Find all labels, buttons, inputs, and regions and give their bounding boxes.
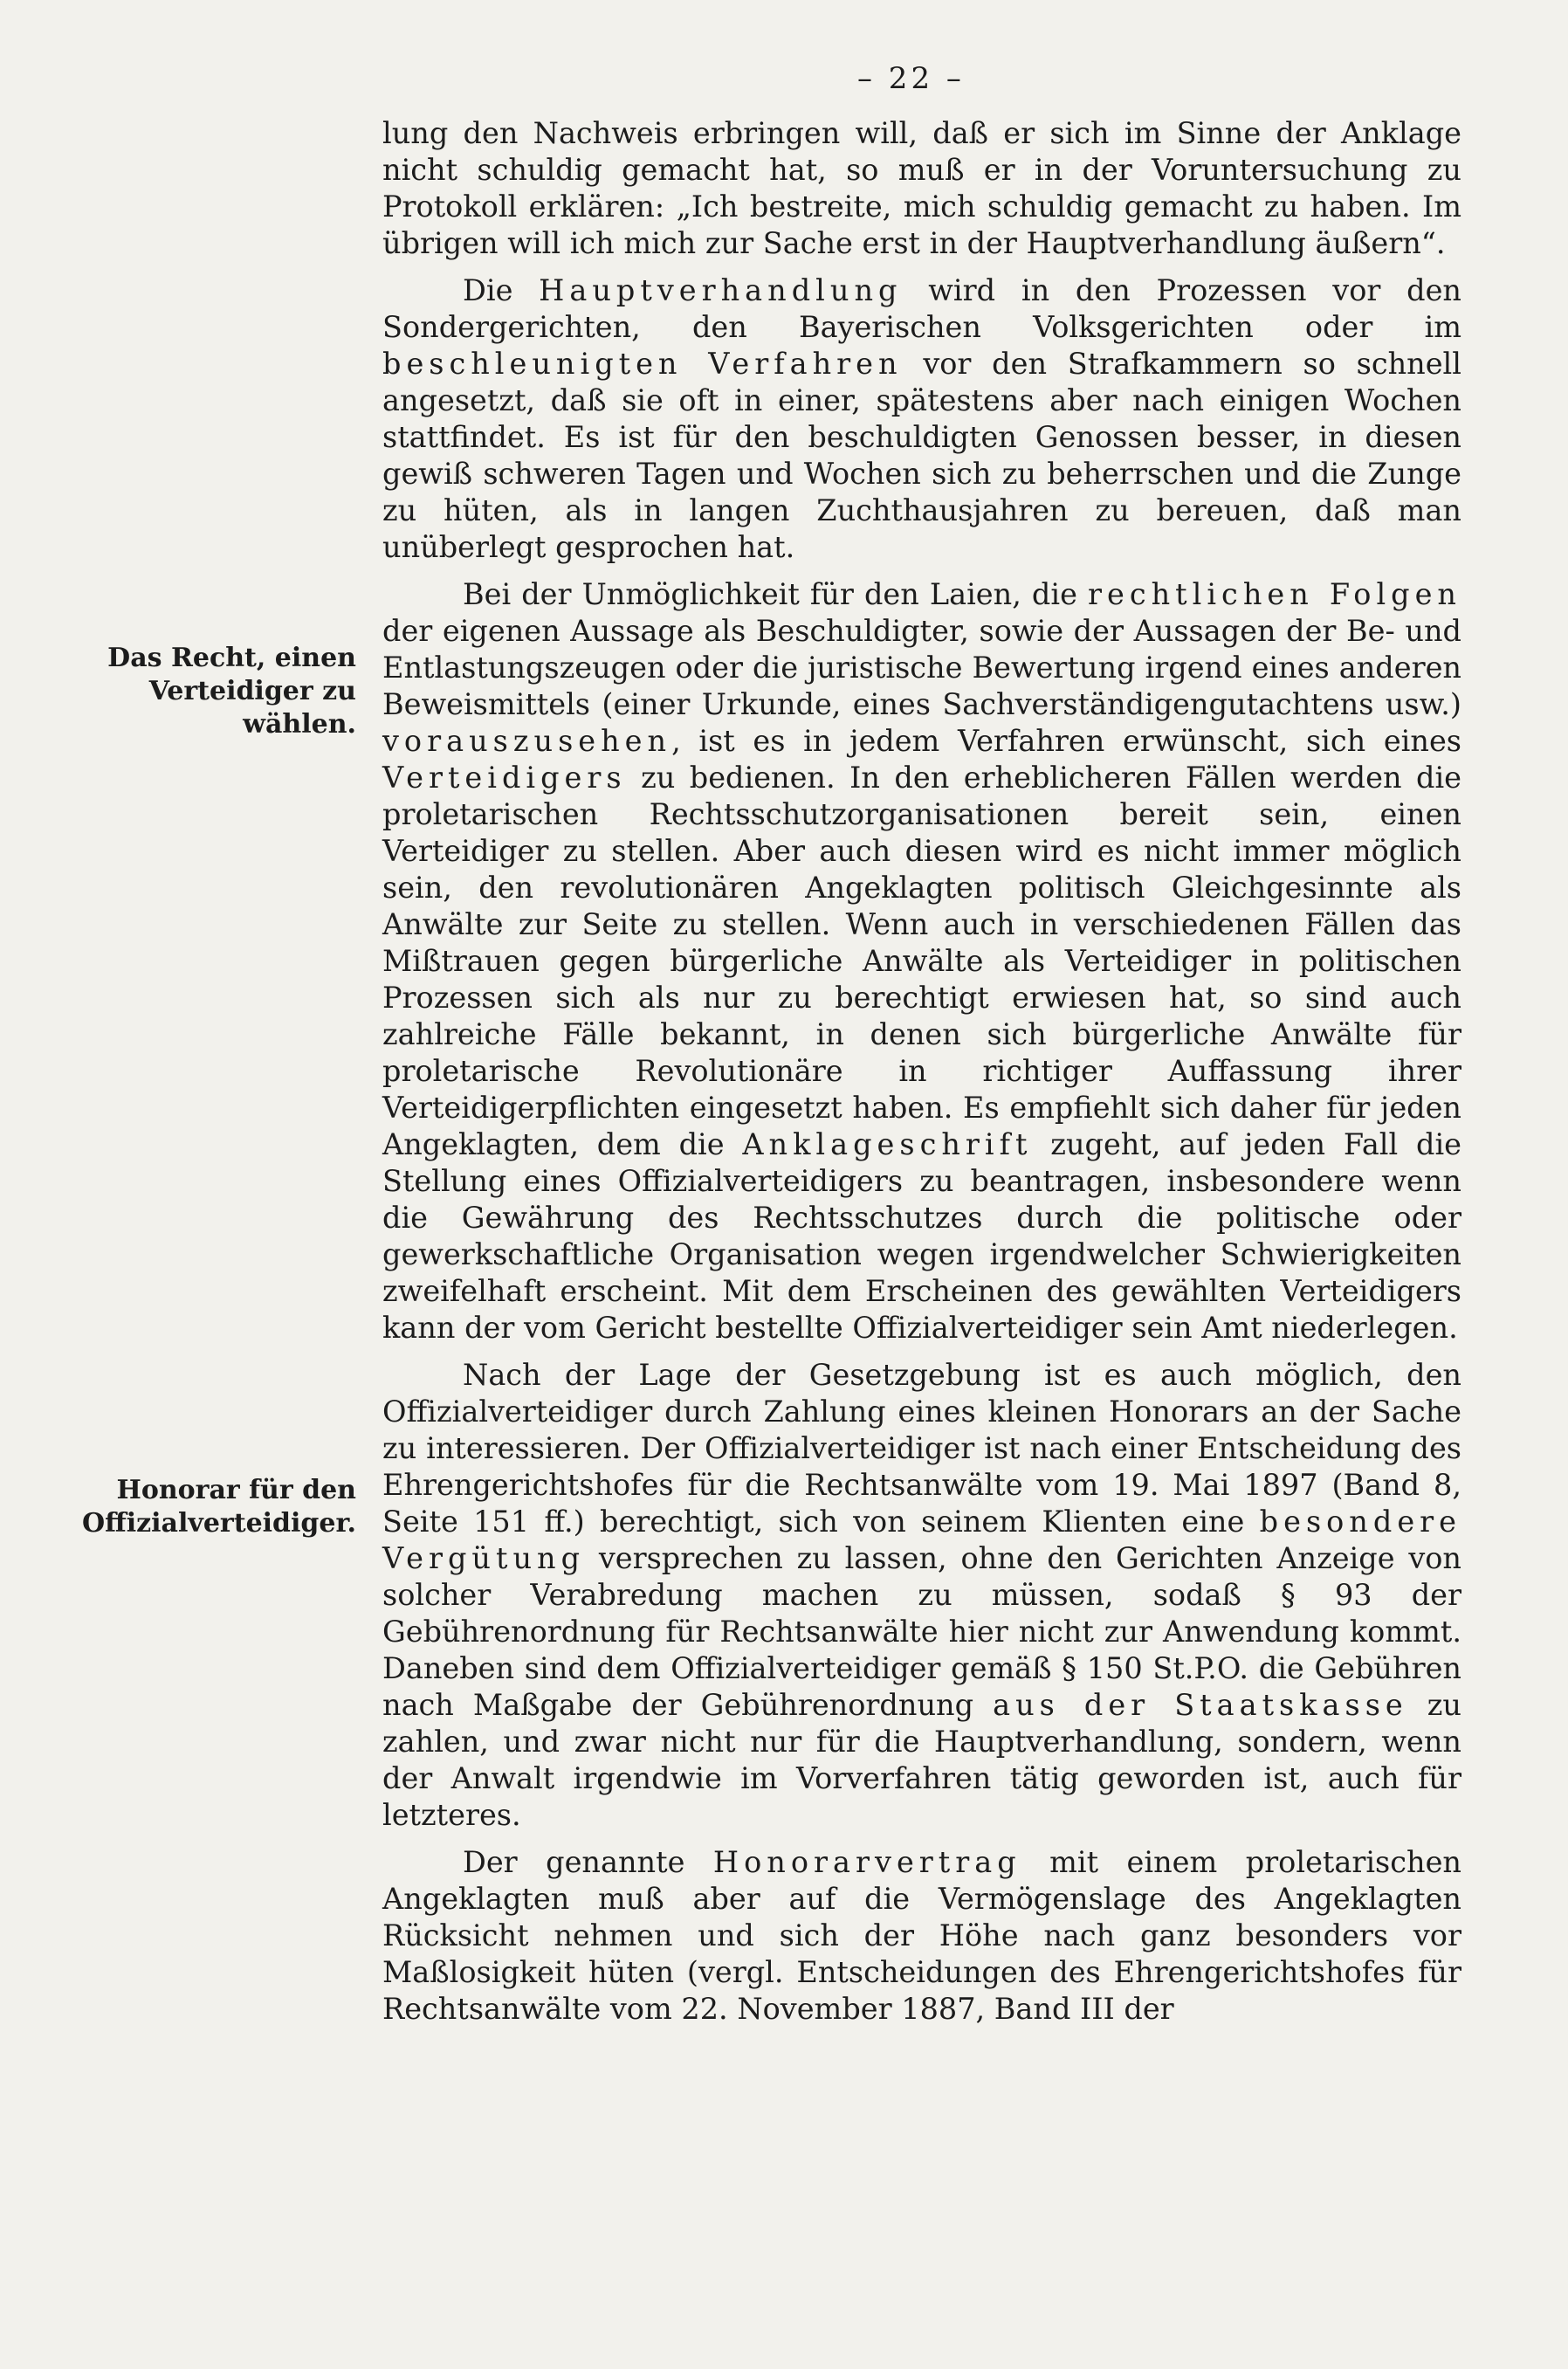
paragraph-3 [382,576,1461,1346]
paragraph-text: , ist es in jedem Verfahren erwünscht, sich eines [671,724,1461,758]
paragraph-text: wird in den Prozessen vor den Sondergerichten, den Bayerischen Volksgerichten oder im [382,273,1462,344]
paragraph-text: zu zahlen, und zwar nicht nur für die Hauptverhandlung, sondern, wenn der Anwalt irgendwie im Vorverfahren tätig geworden ist, auch für letzteres. [382,1688,1462,1832]
paragraph-1 [382,115,1461,262]
emphasis: Verteidigers [382,761,627,795]
paragraph-text: lung den Nachweis erbringen will, daß er sich im Sinne der Anklage nicht schuldig gemacht hat, so muß er in der Voruntersuchung zu Protokoll erklären: „Ich bestreite, mich schuldig gemacht zu haben. Im übrigen will ich mich zur Sache erst in der Hauptverhandlung äußern“. [382,116,1461,260]
emphasis: beschleunigten Verfahren [382,347,903,381]
paragraph-text: Der genannte [463,1845,713,1879]
paragraph-text: vor den Strafkammern so schnell angesetzt, daß sie oft in einer, spätestens aber nach einigen Wochen stattfindet. Es ist für den beschuldigten Genossen besser, in diesen gewiß schweren Tagen und Wochen sich zu beherrschen und die Zunge zu hüten, als in langen Zuchthausjahren zu bereuen, daß man unüberlegt gesprochen hat. [382,347,1461,564]
paragraph-text: zugeht, auf jeden Fall die Stellung eines Offizialverteidigers zu beantragen, insbesondere wenn die Gewährung des Rechtsschutzes durch die politische oder gewerkschaftliche Organisation wegen irgendwelcher Schwierigkeiten zweifelhaft erscheint. Mit dem Erscheinen des gewählten Verteidigers kann der vom Gericht bestellte Offizialverteidiger sein Amt niederlegen. [382,1127,1461,1345]
paragraph-text: der eigenen Aussage als Beschuldigter, sowie der Aussagen der Be- und Entlastungszeugen oder die juristische Bewertung irgend eines anderen Beweismittels (einer Urkunde, eines Sachverständigengutachtens usw.) [382,614,1461,721]
emphasis: Hauptverhandlung [539,273,903,307]
body-text [382,115,1461,2038]
paragraph-text: Nach der Lage der Gesetzgebung ist es auch möglich, den Offizialverteidiger durch Zahlung eines kleinen Honorars an der Sache zu interessieren. Der Offizialverteidiger ist nach einer Entscheidung des Ehrengerichtshofes für die Rechtsanwälte vom 19. Mai 1897 (Band 8, Seite 151 ff.) berechtigt, sich von seinem Klienten eine [382,1358,1461,1539]
emphasis: Honorarvertrag [712,1845,1021,1879]
paragraph-text: versprechen zu lassen, ohne den Gerichten Anzeige von solcher Verabredung machen zu müssen, sodaß § 93 der Gebührenordnung für Rechtsanwälte hier nicht zur Anwendung kommt. Daneben sind dem Offizialverteidiger gemäß § 150 St.P.O. die Gebühren nach Maßgabe der Gebührenordnung [382,1541,1461,1722]
paragraph-text: mit einem proletarischen Angeklagten muß aber auf die Vermögenslage des Angeklagten Rücksicht nehmen und sich der Höhe nach ganz besonders vor Maßlosigkeit hüten (vergl. Entscheidungen des Ehrengerichtshofes für Rechtsanwälte vom 22. November 1887, Band III der [382,1845,1461,2026]
emphasis: besondere Vergütung [382,1505,1461,1575]
margin-note-honorar: Honorar für den Offizialverteidiger. [81,1475,356,1539]
emphasis: Anklageschrift [742,1127,1033,1161]
paragraph-2 [382,272,1461,566]
emphasis: vorauszusehen [382,724,672,758]
paragraph-text: zu bedienen. In den erheblicheren Fällen werden die proletarischen Rechtsschutzorganisationen bereit sein, einen Verteidiger zu stellen. Aber auch diesen wird es nicht immer möglich sein, den revolutionären Angeklagten politisch Gleichgesinnte als Anwälte zur Seite zu stellen. Wenn auch in verschiedenen Fällen das Mißtrauen gegen bürgerliche Anwälte als Verteidiger in politischen Prozessen sich als nur zu berechtigt erwiesen hat, so sind auch zahlreiche Fälle bekannt, in denen sich bürgerliche Anwälte für proletarische Revolutionäre in richtiger Auffassung ihrer Verteidigerpflichten eingesetzt haben. Es empfiehlt sich daher für jeden Angeklagten, dem die [382,761,1461,1161]
margin-note-verteidiger: Das Recht, einen Verteidiger zu wählen. [107,643,356,740]
emphasis: rechtlichen Folgen [1087,577,1461,611]
paragraph-text: Die [463,273,540,307]
page-number: – 22 – [857,61,965,96]
paragraph-text: Bei der Unmöglichkeit für den Laien, die [463,577,1088,611]
emphasis: aus der Staatskasse [993,1688,1408,1722]
paragraph-4 [382,1357,1461,1834]
paragraph-5 [382,1844,1461,2028]
